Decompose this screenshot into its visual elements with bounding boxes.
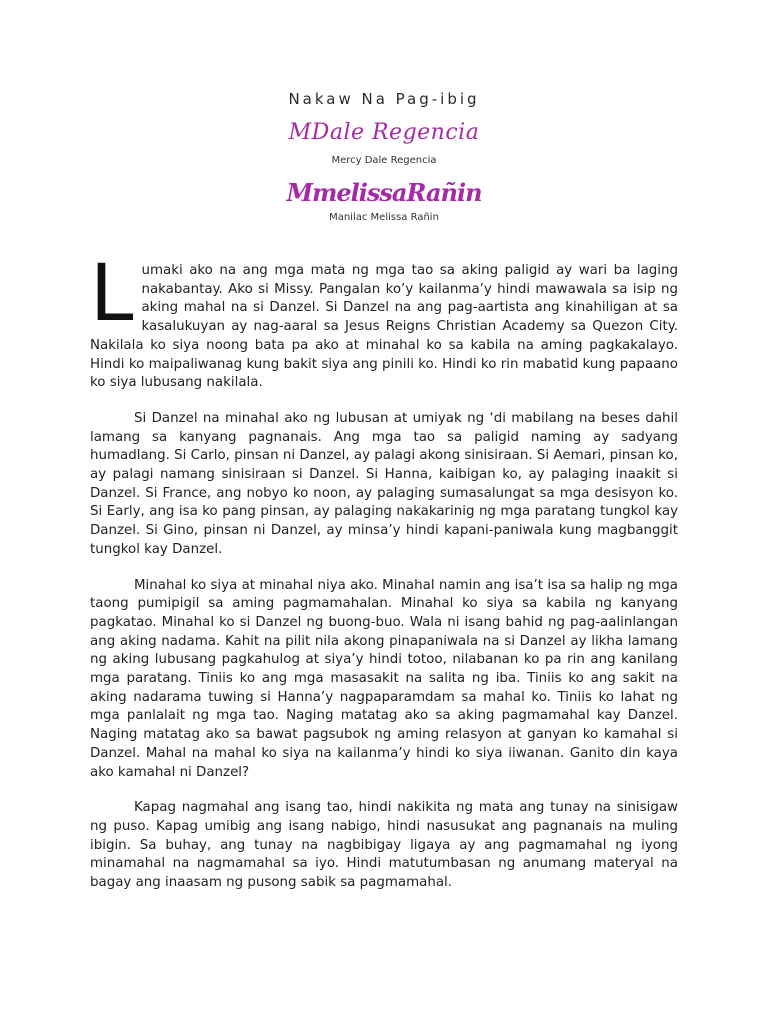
author-name-1: Mercy Dale Regencia [331, 155, 437, 166]
author-name-2: Manilac Melissa Rañin [329, 212, 439, 223]
paragraph-1-text: umaki ako na ang mga mata ng mga tao sa aking paligid ay wari ba laging nakabantay. Ako si Missy. Pangalan ko’y kailanma’y hindi mawawala sa isip ng aking mahal na si Danzel. Si Danzel na ang pag-aartista ang kinahiligan at sa kasalukuyan ay nag-aaral sa Jesus Reigns Christian Academy sa Quezon City. Nakilala ko siya noong bata pa ako at minahal ko sa kabila na aming pagkakalayo. Hindi ko maipaliwanag kung bakit siya ang pinili ko. Hindi ko rin mabatid kung papaano ko siya lubusang nakilala. [90, 263, 678, 391]
author-signature-2: MmelissaRañin [286, 178, 482, 207]
paragraph-2: Si Danzel na minahal ako ng lubusan at umiyak ng ‘di mabilang na beses dahil lamang sa kanyang pagnanais. Ang mga tao sa paligid naming ay sadyang humadlang. Si Carlo, pinsan ni Danzel, ay palagi akong sinisiraan. Si Aemari, pinsan ko, ay palagi namang sinisiraan si Danzel. Si Hanna, kaibigan ko, ay palaging inaakit si Danzel. Si France, ang nobyo ko noon, ay palaging sumasalungat sa mga desisyon ko. Si Early, ang isa ko pang pinsan, ay palaging nakakarinig ng mga paratang tungkol kay Danzel. Si Gino, pinsan ni Danzel, ay minsa’y hindi kapani-paniwala kung magbanggit tungkol kay Danzel. [90, 410, 678, 557]
drop-cap: L [90, 249, 134, 339]
paragraph-4: Kapag nagmahal ang isang tao, hindi nakikita ng mata ang tunay na sinisigaw ng puso. Kapag umibig ang isang nabigo, hindi nasusukat ang pagnanais na muling ibigin. Sa buhay, ang tunay na nagbibigay ligaya ay ang pagmamahal ng iyong minamahal na nagmamahal sa iyo. Hindi matutumbasan ng anumang materyal na bagay ang inaasam ng pusong sabik sa pagmamahal. [90, 800, 678, 891]
author-signature-1: MDale Regencia [288, 120, 480, 145]
page-title: Nakaw Na Pag-ibig [288, 90, 480, 108]
paragraph-3: Minahal ko siya at minahal niya ako. Minahal namin ang isa’t isa sa halip ng mga taong pumipigil sa aming pagmamahalan. Minahal ko siya sa kabila ng kanyang pagkatao. Minahal ko si Danzel ng buong-buo. Wala ni isang bahid ng pag-aalinlangan ang aking nadama. Kahit na pilit nila akong pinapaniwala na si Danzel ay likha lamang ng aking lubusang pagkahulog at siya’y hindi totoo, nilabanan ko pa rin ang kanilang mga paratang. Tiniis ko ang mga masasakit na salita ng iba. Tiniis ko ang sakit na aking nadarama tuwing si Hanna’y nagpaparamdam sa mahal ko. Tiniis ko lahat ng mga panlalait ng mga tao. Naging matatag ako sa aking pagmamahal kay Danzel. Naging matatag ako sa bawat pagsubok ng aming relasyon at ganyan ko kamahal si Danzel. Mahal na mahal ko siya na kailanma’y hindi ko siya iiwanan. Ganito din kaya ako kamahal ni Danzel? [90, 577, 678, 780]
story-body [90, 249, 678, 910]
paragraph-1 [90, 249, 678, 393]
